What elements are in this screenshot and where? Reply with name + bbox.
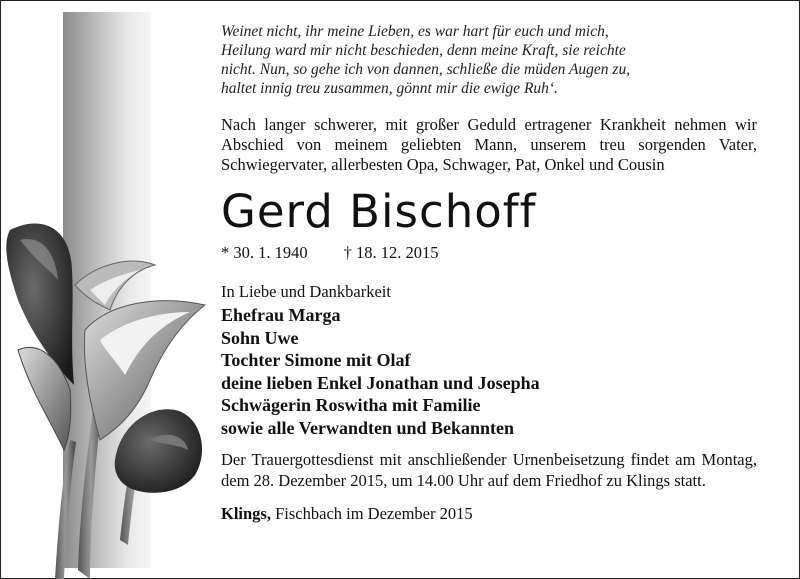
place-rest: Fischbach im Dezember 2015 [270,504,473,523]
poem-line: Heilung ward mir nicht beschieden, denn meine Kraft, sie reichte [221,42,626,59]
poem [221,22,757,98]
thanks-line: In Liebe und Dankbarkeit [221,282,391,301]
life-dates [221,243,757,263]
calla-lily-illustration [0,210,220,579]
place-date [221,504,757,524]
birth-date: * 30. 1. 1940 [221,243,308,262]
family-list [221,304,757,439]
deceased-name: Gerd Bischoff [221,185,537,238]
service-info: Der Trauergottesdienst mit anschließender Urnenbeisetzung findet am Montag, dem 28. Dezember 2015, um 14.00 Uhr auf dem Friedhof zu Klings statt. [221,450,757,490]
family-member: Tochter Simone mit Olaf [221,350,411,370]
death-date: † 18. 12. 2015 [343,243,439,262]
family-member: deine lieben Enkel Jonathan und Josepha [221,372,540,393]
poem-line: Weinet nicht, ihr meine Lieben, es war hart für euch und mich, [221,23,609,40]
notice-content [221,22,757,524]
place-name: Klings, [221,504,271,523]
poem-line: haltet innig treu zusammen, gönnt mir die ewige Ruh‘. [221,80,558,97]
intro-text: Nach langer schwerer, mit großer Geduld ertragener Krankheit nehmen wir Abschied von meinem geliebten Mann, unserem treu sorgenden Vater, Schwiegervater, allerbesten Opa, Schwager, Pat, Onkel und Cousin [221,115,757,174]
family-member: Sohn Uwe [221,327,299,348]
family-member: Schwägerin Roswitha mit Familie [221,395,481,415]
family-member: sowie alle Verwandten und Bekannten [221,417,515,438]
family-member: Ehefrau Marga [221,305,341,325]
poem-line: nicht. Nun, so gehe ich von dannen, schließe die müden Augen zu, [221,61,631,78]
